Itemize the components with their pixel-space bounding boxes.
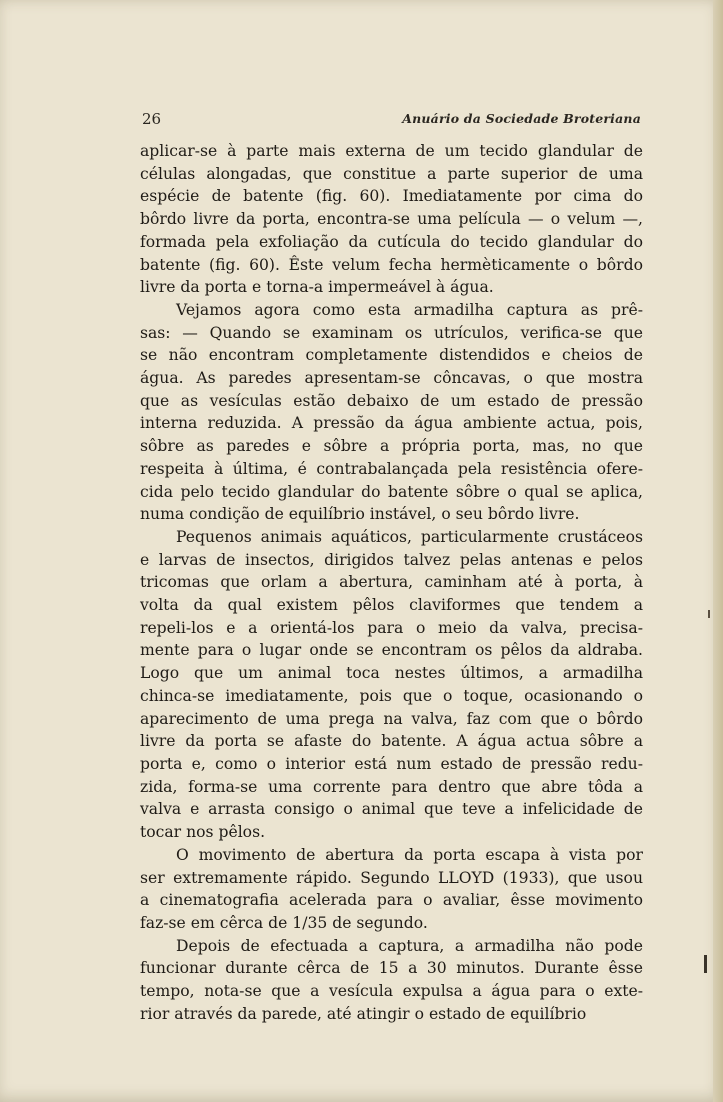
text-line: mente para o lugar onde se encontram os pêlos da aldraba. [140,641,643,660]
paragraph [140,844,643,935]
text-line: aparecimento de uma prega na valva, faz com que o bôrdo [140,709,643,728]
text-line: volta da qual existem pêlos claviformes que tendem a [140,596,643,615]
paragraph [140,299,643,526]
paragraph [140,526,643,844]
text-line: Depois de efectuada a captura, a armadilha não pode [176,936,643,955]
paragraph [140,140,643,299]
page-edge [713,0,723,1102]
text-line: livre da porta se afaste do batente. A água actua sôbre a [140,732,643,751]
text-line: zida, forma-se uma corrente para dentro que abre tôda a [140,777,643,796]
text-line: a cinematografia acelerada para o avaliar, êsse movimento [140,891,643,910]
text-line: água. As paredes apresentam-se côncavas, o que mostra [140,369,643,388]
text-line: batente (fig. 60). Êste velum fecha hermèticamente o bôrdo [140,255,643,274]
text-line: Pequenos animais aquáticos, particularmente crustáceos [176,527,643,546]
text-line: respeita à última, é contrabalançada pela resistência oferе- [140,459,643,478]
text-line: bôrdo livre da porta, encontra-se uma película — o velum —, [140,210,643,229]
body-text [140,140,643,1025]
text-line: sas: — Quando se examinam os utrículos, verifica-se que [140,323,643,342]
text-line: aplicar-se à parte mais externa de um tecido glandular de [140,142,643,160]
margin-mark [708,610,710,618]
text-line: cida pelo tecido glandular do batente sôbre o qual se aplica, [140,482,643,501]
paragraph [140,935,643,1026]
running-head [140,110,643,132]
text-line: repeli-los e a orientá-los para o meio da valva, precisa- [140,618,643,637]
text-line: funcionar durante cêrca de 15 a 30 minutos. Durante êsse [140,959,643,978]
margin-mark [704,955,707,973]
text-line: Vejamos agora como esta armadilha captura as prê- [176,300,643,319]
text-line: que as vesículas estão debaixo de um estado de pressão [140,391,643,410]
text-line: Logo que um animal toca nestes últimos, a armadilha [140,664,643,683]
text-line: sôbre as paredes e sôbre a própria porta, mas, no que [140,437,643,456]
text-line: livre da porta e torna-a impermeável à água. [140,278,494,297]
text-line: células alongadas, que constitue a parte superior de uma [140,164,643,183]
text-line: O movimento de abertura da porta escapa à vista por [176,845,643,864]
text-line: rior através da parede, até atingir o estado de equilíbrio [140,1004,587,1023]
text-line: se não encontram completamente distendidos e cheios de [140,346,643,365]
text-line: tricomas que orlam a abertura, caminham até à porta, à [140,573,643,592]
text-line: tempo, nota-se que a vesícula expulsa a água para o exte- [140,982,643,1001]
text-line: ser extremamente rápido. Segundo LLOYD (1933), que usou [140,868,643,887]
page-number: 26 [142,110,162,128]
text-line: tocar nos pêlos. [140,823,266,842]
text-line: e larvas de insectos, dirigidos talvez pelas antenas e pelos [140,550,643,569]
text-line: faz-se em cêrca de 1/35 de segundo. [140,913,428,932]
text-line: numa condição de equilíbrio instável, o seu bôrdo livre. [140,505,580,524]
journal-title: Anuário da Sociedade Broteriana [402,111,641,126]
text-line: formada pela exfoliação da cutícula do tecido glandular do [140,232,643,251]
text-line: interna reduzida. A pressão da água ambiente actua, pois, [140,414,643,433]
text-line: chinca-se imediatamente, pois que o toque, ocasionando o [140,686,643,705]
text-line: espécie de batente (fig. 60). Imediatamente por cima do [140,187,643,206]
text-line: porta e, como o interior está num estado de pressão redu- [140,754,643,773]
text-line: valva e arrasta consigo o animal que teve a infelicidade de [140,800,643,819]
